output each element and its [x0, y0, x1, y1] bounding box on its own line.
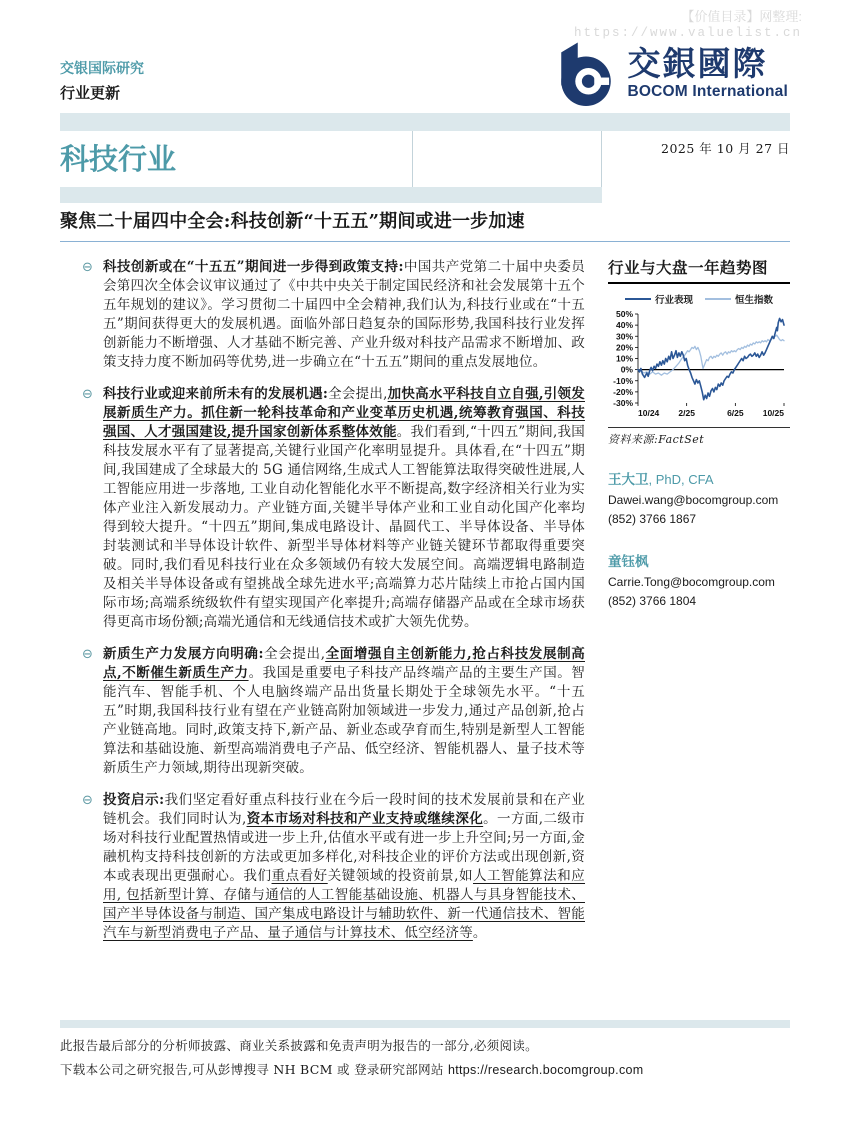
svg-text:0%: 0% [620, 364, 633, 375]
analyst-phone: (852) 3766 1867 [608, 512, 697, 526]
headline: 聚焦二十届四中全会:科技创新“十五五”期间或进一步加速 [60, 211, 525, 232]
bullet-list [60, 258, 585, 956]
legend-label-1: 恒生指数 [735, 295, 774, 306]
legend-swatch-0 [625, 298, 651, 300]
chart-legend [608, 292, 790, 306]
svg-text:6/25: 6/25 [727, 408, 744, 418]
chart-title: 行业与大盘一年趋势图 [608, 258, 790, 284]
logo-cn-text: 交銀國際 [627, 44, 768, 83]
analyst-name: 王大卫 [608, 472, 649, 488]
svg-text:10/25: 10/25 [762, 408, 784, 418]
report-page [60, 0, 790, 956]
bullet-paragraph: 科技创新或在“十五五”期间进一步得到政策支持:中国共产党第二十届中央委员会第四次全体会议审议通过了《中共中央关于制定国民经济和社会发展第十五个五年规划的建议》。学习贯彻二十届四中全会精神,我们认为,科技行业或在“十五五”期间获得更大的发展机遇。面临外部日趋复杂的国际形势,我国科技行业发挥创新能力不断增强、人才基础不断完善、产业升级对科技产品需求不断增加、政策支持力度不断加码等优势,进一步确立在“十五五”期间的重点发展地位。 [103, 259, 585, 370]
circled-minus-bullet-icon: ⊖ [82, 260, 93, 275]
bullet-paragraph: 投资启示:我们坚定看好重点科技行业在今后一段时间的技术发展前景和在产业链机会。我们同时认为,资本市场对科技和产业支持或继续深化。一方面,二级市场对科技行业配置热情或进一步上升,估值水平或有进一步上升空间;另一方面,金融机构支持科技创新的方法或更加多样化,对科技企业的评价方法或出现创新,资本或表现出更强耐心。我们重点看好关键领域的投资前景,如人工智能算法和应用, 包括新型计算、存储与通信的人工智能基础设施、机器人与具身智能技术、国产半导体设备与制造、国产集成电路设计与辅助软件、新一代通信技术、智能汽车与新型消费电子产品、量子通信与计算技术、低空经济等。 [103, 792, 586, 941]
circled-minus-bullet-icon: ⊖ [82, 647, 93, 662]
footer-download [60, 1060, 790, 1078]
svg-text:10%: 10% [615, 353, 633, 364]
research-site-link[interactable]: https://research.bocomgroup.com [447, 1063, 644, 1077]
svg-text:50%: 50% [615, 309, 633, 319]
report-date: 2025 年 10 月 27 日 [661, 141, 790, 156]
header-band-top [60, 113, 790, 131]
svg-text:40%: 40% [615, 320, 633, 331]
bullet-paragraph: 新质生产力发展方向明确:全会提出,全面增强自主创新能力,抢占科技发展制高点,不断催生新质生产力。我国是重要电子科技产品终端产品的主要生产国。智能汽车、智能手机、个人电脑终端产品出货量长期处于全球领先水平。“十五五”时期,我国科技行业有望在产业链高附加领域进一步发力,通过产品创新,抢占产业链高地。同时,政策支持下,新产品、新业态或孕育而生,特别是新型人工智能算法和基础设施、新型高端消费电子产品、低空经济、智能机器人、量子技术等新质生产力领域,期待出现新突破。 [103, 646, 585, 776]
bullet-paragraph: 科技行业或迎来前所未有的发展机遇:全会提出,加快高水平科技自立自强,引领发展新质生产力。抓住新一轮科技革命和产业变革历史机遇,统筹教育强国、科技强国、人才强国建设,提升国家创新体系整体效能。我们看到,“十四五”期间,我国科技发展水平有了显著提高,关键行业国产化率明显提升。具体看,在“十四五”期间,我国建成了全球最大的 5G 通信网络,生成式人工智能算法取得突破性进展,人工智能应用进一步落地, 工业自动化智能化水平不断提高,数字经济相关行业为实体产业注入新发展动力。产业链方面,关键半导体产业和工业自动化国产化率均得到较大提升。“十四五”期间,集成电路设计、晶圆代工、半导体设备、半导体封装测试和半导体设计软件、新型半导体材料等产业链关键环节都取得重要突破。同时,我们看见科技行业在众多领域仍有较大发展空间。高端逻辑电路制造及相关半导体设备或有望挑战全球先进水平;高端算力芯片陆续上市抢占国内国际市场;高端系统级软件有望实现国产化率提升;高端存储器产品或在全球市场获得更高市场份额;高端光通信和无线通信技术或扩大领先优势。 [103, 386, 585, 630]
bullet-item [60, 258, 585, 372]
svg-text:2/25: 2/25 [678, 408, 695, 418]
analyst-name: 童钰枫 [608, 554, 649, 570]
bocom-logo [553, 40, 788, 110]
svg-text:-20%: -20% [613, 386, 633, 397]
bullet-item [60, 385, 585, 632]
bullet-item [60, 645, 585, 778]
footer-download-text: 下载本公司之研究报告,可从彭博搜寻 NH BCM 或 登录研究部网站 [60, 1062, 448, 1077]
circled-minus-bullet-icon: ⊖ [82, 387, 93, 402]
svg-text:20%: 20% [615, 342, 633, 353]
report-type-label: 行业更新 [60, 84, 121, 102]
legend-label-0: 行业表现 [654, 295, 693, 306]
chart-source: 资料来源:FactSet [608, 427, 790, 447]
analyst-email: Dawei.wang@bocomgroup.com [608, 493, 779, 507]
analyst-card [608, 471, 790, 527]
headline-rule [60, 241, 790, 242]
svg-text:-10%: -10% [613, 375, 633, 386]
logo-en-text: BOCOM International [627, 83, 788, 100]
svg-text:10/24: 10/24 [638, 408, 660, 418]
analyst-credentials: , PhD, CFA [648, 472, 714, 487]
footer-disclosure: 此报告最后部分的分析师披露、商业关系披露和免责声明为报告的一部分,必须阅读。 [60, 1038, 538, 1053]
legend-swatch-1 [705, 298, 731, 300]
circled-minus-bullet-icon: ⊖ [82, 793, 93, 808]
org-research-label: 交银国际研究 [60, 61, 144, 77]
title-row-divider-cell [412, 131, 602, 187]
title-row [60, 131, 790, 187]
svg-text:-30%: -30% [613, 398, 633, 408]
watermark-url: https://www.valuelist.cn [573, 26, 802, 40]
analyst-card [608, 553, 790, 609]
legend-item-industry [625, 292, 693, 306]
watermark-line1: 【价值目录】网整理: [681, 9, 802, 24]
bocom-logo-icon [553, 40, 619, 110]
footer-band [60, 1020, 790, 1028]
legend-item-hsi [705, 292, 773, 306]
analyst-phone: (852) 3766 1804 [608, 594, 697, 608]
sidebar [608, 258, 790, 956]
svg-text:30%: 30% [615, 331, 633, 342]
header-band-bottom [60, 187, 602, 203]
trend-chart [608, 308, 790, 423]
analyst-email: Carrie.Tong@bocomgroup.com [608, 575, 775, 589]
bullet-item [60, 791, 585, 943]
sector-title: 科技行业 [60, 142, 177, 176]
